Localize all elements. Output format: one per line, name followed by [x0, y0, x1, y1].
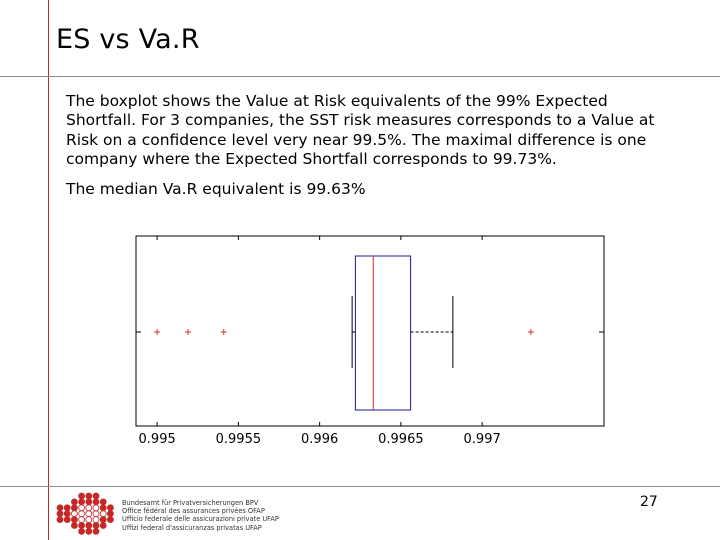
x-tick-label: 0.9955 — [215, 432, 262, 447]
logo-dot — [79, 493, 85, 499]
logo-dot — [93, 505, 99, 511]
logo-dot — [100, 523, 106, 529]
logo-dot — [86, 505, 92, 511]
logo-dot — [86, 499, 92, 505]
logo-dot — [93, 523, 99, 529]
description-paragraph: The boxplot shows the Value at Risk equivalents of the 99% Expected Shortfall. For 3 companies, the SST risk measures corresponds to a Value at Risk on a confidence level very near 99.5%. The maximal difference is one company where the Expected Shortfall corresponds to 99.73%. — [66, 92, 655, 168]
federal-logo-icon — [56, 492, 118, 536]
logo-dot — [79, 523, 85, 529]
footer-divider — [0, 486, 720, 487]
outlier-marker — [154, 329, 160, 335]
logo-dot — [57, 511, 63, 517]
logo-dot — [57, 505, 63, 511]
slide-title: ES vs Va.R — [56, 24, 200, 55]
logo-dot — [93, 517, 99, 523]
logo-dot — [79, 528, 85, 534]
logo-dot — [79, 511, 85, 517]
logo-dot — [71, 511, 77, 517]
logo-dot — [86, 511, 92, 517]
logo-dot — [93, 499, 99, 505]
logo-dot — [86, 528, 92, 534]
median-note: The median Va.R equivalent is 99.63% — [66, 180, 366, 198]
logo-dot — [107, 517, 113, 523]
logo-dot — [100, 505, 106, 511]
outlier-marker — [528, 329, 534, 335]
logo-dot — [100, 499, 106, 505]
logo-dot — [79, 517, 85, 523]
footer-organization — [122, 499, 279, 532]
iqr-box — [355, 256, 410, 410]
logo-dot — [71, 517, 77, 523]
logo-dot — [64, 505, 70, 511]
x-tick-label: 0.997 — [463, 432, 501, 447]
logo-dot — [71, 505, 77, 511]
logo-dot — [86, 493, 92, 499]
outlier-marker — [185, 329, 191, 335]
footer-line-it: Ufficio federale delle assicurazioni private UFAP — [122, 515, 279, 524]
logo-dot — [93, 511, 99, 517]
logo-dot — [79, 499, 85, 505]
x-tick-label: 0.996 — [301, 432, 339, 447]
logo-dot — [71, 523, 77, 529]
logo-dot — [79, 505, 85, 511]
outlier-marker — [221, 329, 227, 335]
logo-dot — [107, 505, 113, 511]
logo-dot — [71, 499, 77, 505]
x-tick-label: 0.995 — [138, 432, 176, 447]
logo-dot — [107, 511, 113, 517]
logo-dot — [64, 511, 70, 517]
x-tick-label: 0.9965 — [378, 432, 424, 447]
title-divider — [0, 76, 720, 77]
logo-dot — [100, 511, 106, 517]
page-number: 27 — [640, 494, 658, 510]
footer-line-fr: Office fédéral des assurances privées OFAP — [122, 507, 265, 516]
logo-dot — [64, 517, 70, 523]
logo-dot — [86, 523, 92, 529]
logo-dot — [100, 517, 106, 523]
footer-line-de: Bundesamt für Privatversicherungen BPV — [122, 499, 259, 507]
footer-line-rm: Uffizi federal d'assicuranzas privatas UFAP — [122, 523, 262, 532]
logo-dot — [86, 517, 92, 523]
logo-dot — [93, 493, 99, 499]
boxplot-chart — [132, 234, 612, 454]
logo-dot — [57, 517, 63, 523]
logo-dot — [93, 528, 99, 534]
left-accent-line — [48, 0, 49, 540]
